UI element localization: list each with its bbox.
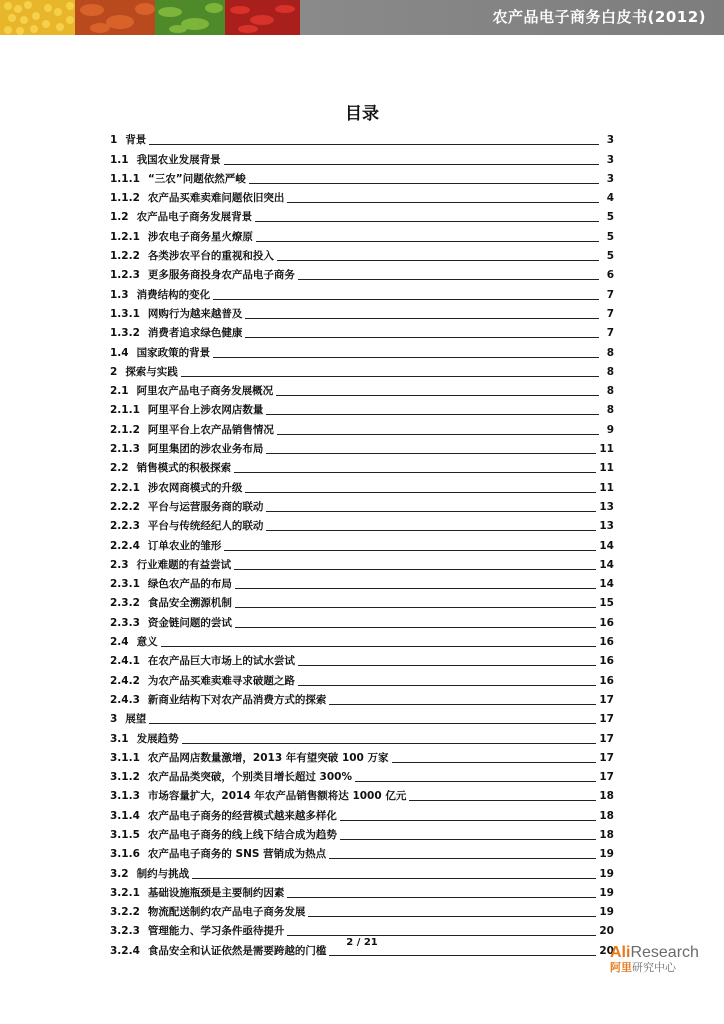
toc-entry-page: 16 <box>599 655 614 668</box>
toc-entry-number: 1.4 <box>110 346 129 359</box>
toc-leader-line <box>355 781 596 782</box>
toc-entry-title: 新商业结构下对农产品消费方式的探索 <box>147 693 327 706</box>
toc-entry-title: 各类涉农平台的重视和投入 <box>147 250 274 263</box>
toc-entry-page: 8 <box>606 385 614 398</box>
toc-entry-title: 我国农业发展背景 <box>136 153 221 166</box>
toc-entry-title: 涉农电子商务星火燎原 <box>147 230 253 243</box>
toc-entry-title: 农产品电子商务的经营模式越来越多样化 <box>147 809 337 822</box>
toc-leader-line <box>245 337 599 338</box>
toc-entry-number: 2.4.1 <box>110 655 140 668</box>
toc-entry[interactable] <box>110 803 614 822</box>
toc-entry-title: 阿里集团的涉农业务布局 <box>147 443 264 456</box>
toc-leader-line <box>256 241 599 242</box>
toc-entry-number: 2.3.3 <box>110 616 140 629</box>
toc-entry-page: 18 <box>599 790 614 803</box>
toc-entry[interactable] <box>110 379 614 398</box>
toc-entry-number: 2.3.2 <box>110 597 140 610</box>
toc-entry[interactable] <box>110 263 614 282</box>
toc-entry-number: 1.1.2 <box>110 192 140 205</box>
toc-entry[interactable] <box>110 842 614 861</box>
toc-entry-title: 探索与实践 <box>125 365 178 378</box>
toc-entry[interactable] <box>110 881 614 900</box>
toc-entry-title: 农产品品类突破，个别类目增长超过 300% <box>147 771 352 784</box>
toc-entry-page: 4 <box>606 192 614 205</box>
toc-entry[interactable] <box>110 456 614 475</box>
toc-leader-line <box>181 376 599 377</box>
toc-leader-line <box>235 607 596 608</box>
toc-entry[interactable] <box>110 495 614 514</box>
toc-entry-number: 3.1.3 <box>110 790 140 803</box>
toc-entry-number: 1.3.1 <box>110 307 140 320</box>
toc-entry[interactable] <box>110 861 614 880</box>
header-bar <box>0 0 724 35</box>
page-number: 2 / 21 <box>346 937 378 948</box>
toc-entry[interactable] <box>110 514 614 533</box>
toc-leader-line <box>298 279 599 280</box>
toc-entry-title: 资金链问题的尝试 <box>147 616 232 629</box>
toc-entry-title: 阿里平台上涉农网店数量 <box>147 404 264 417</box>
toc-entry-title: 网购行为越来越普及 <box>147 307 243 320</box>
toc-entry-page: 11 <box>599 443 614 456</box>
toc-entry-page: 7 <box>606 288 614 301</box>
toc-leader-line <box>277 434 599 435</box>
toc-leader-line <box>340 839 596 840</box>
toc-leader-line <box>149 723 596 724</box>
toc-entry-title: 意义 <box>136 636 158 649</box>
toc-entry-number: 2.4.2 <box>110 674 140 687</box>
toc-entry-number: 2.3 <box>110 558 129 571</box>
toc-entry-title: 平台与运营服务商的联动 <box>147 500 264 513</box>
toc-entry[interactable] <box>110 765 614 784</box>
toc-entry-number: 2.1.1 <box>110 404 140 417</box>
toc-entry[interactable] <box>110 128 614 147</box>
toc-entry-number: 1.1 <box>110 153 129 166</box>
table-of-contents <box>110 128 614 958</box>
toc-entry-number: 3.1.5 <box>110 828 140 841</box>
toc-leader-line <box>277 260 599 261</box>
toc-entry-title: 消费结构的变化 <box>136 288 211 301</box>
toc-entry-title: 行业难题的有益尝试 <box>136 558 232 571</box>
toc-entry[interactable] <box>110 398 614 417</box>
toc-entry[interactable] <box>110 553 614 572</box>
toc-entry[interactable] <box>110 610 614 629</box>
toc-entry-number: 2.2.1 <box>110 481 140 494</box>
toc-entry-title: 管理能力、学习条件亟待提升 <box>147 925 285 938</box>
toc-leader-line <box>266 453 596 454</box>
toc-entry-number: 3.2.2 <box>110 906 140 919</box>
toc-leader-line <box>224 550 596 551</box>
toc-entry-number: 2.3.1 <box>110 578 140 591</box>
toc-entry[interactable] <box>110 533 614 552</box>
toc-entry[interactable] <box>110 417 614 436</box>
toc-entry-number: 2 <box>110 365 118 378</box>
toc-entry-title: 销售模式的积极探索 <box>136 462 232 475</box>
toc-leader-line <box>192 878 596 879</box>
toc-entry-title: 国家政策的背景 <box>136 346 211 359</box>
toc-entry-number: 2.1.3 <box>110 443 140 456</box>
toc-entry-page: 7 <box>606 307 614 320</box>
toc-entry[interactable] <box>110 360 614 379</box>
toc-leader-line <box>308 916 596 917</box>
food-photo-strip <box>0 0 300 35</box>
toc-leader-line <box>234 472 596 473</box>
toc-entry-title: 农产品网店数量激增，2013 年有望突破 100 万家 <box>147 751 389 764</box>
toc-entry-page: 8 <box>606 365 614 378</box>
toc-leader-line <box>266 530 596 531</box>
toc-entry-number: 2.4.3 <box>110 693 140 706</box>
toc-leader-line <box>224 164 599 165</box>
toc-entry[interactable] <box>110 726 614 745</box>
toc-entry-title: “三农”问题依然严峻 <box>147 172 246 185</box>
toc-entry-page: 17 <box>599 693 614 706</box>
toc-entry-number: 3 <box>110 713 118 726</box>
logo-chinese-text-2: 研究中心 <box>632 961 676 974</box>
toc-entry[interactable] <box>110 900 614 919</box>
toc-entry-number: 1 <box>110 134 118 147</box>
document-header-title: 农产品电子商务白皮书(2012) <box>492 8 706 26</box>
toc-entry-number: 3.1.2 <box>110 771 140 784</box>
toc-entry-number: 2.2 <box>110 462 129 475</box>
toc-entry-title: 绿色农产品的布局 <box>147 578 232 591</box>
toc-entry-number: 1.2.1 <box>110 230 140 243</box>
toc-leader-line <box>298 685 596 686</box>
toc-leader-line <box>266 414 599 415</box>
toc-entry-page: 11 <box>599 481 614 494</box>
toc-entry-page: 14 <box>599 558 614 571</box>
toc-entry-page: 8 <box>606 404 614 417</box>
toc-entry-page: 17 <box>599 771 614 784</box>
toc-entry-page: 13 <box>599 500 614 513</box>
toc-entry[interactable] <box>110 784 614 803</box>
toc-entry-title: 消费者追求绿色健康 <box>147 327 243 340</box>
toc-entry-page: 6 <box>606 269 614 282</box>
toc-entry-number: 3.2.4 <box>110 944 140 957</box>
toc-entry-page: 17 <box>599 713 614 726</box>
toc-entry-page: 8 <box>606 346 614 359</box>
toc-entry-title: 发展趋势 <box>136 732 179 745</box>
toc-leader-line <box>245 492 596 493</box>
toc-leader-line <box>182 743 597 744</box>
toc-entry-number: 3.2 <box>110 867 129 880</box>
toc-leader-line <box>213 299 599 300</box>
toc-entry-title: 农产品电子商务的线上线下结合成为趋势 <box>147 828 337 841</box>
toc-entry-number: 3.1.4 <box>110 809 140 822</box>
toc-entry-number: 1.3 <box>110 288 129 301</box>
toc-leader-line <box>298 665 596 666</box>
toc-entry-page: 3 <box>606 172 614 185</box>
toc-entry-number: 1.2.2 <box>110 250 140 263</box>
toc-entry[interactable] <box>110 437 614 456</box>
toc-entry-page: 16 <box>599 636 614 649</box>
toc-entry-title: 更多服务商投身农产品电子商务 <box>147 269 295 282</box>
toc-leader-line <box>409 800 596 801</box>
toc-entry[interactable] <box>110 630 614 649</box>
toc-entry-title: 农产品买难卖难问题依旧突出 <box>147 192 285 205</box>
toc-leader-line <box>235 588 596 589</box>
toc-entry-title: 展望 <box>125 713 147 726</box>
toc-entry[interactable] <box>110 591 614 610</box>
toc-title: 目录 <box>345 104 379 124</box>
aliresearch-logo <box>610 944 720 974</box>
toc-entry-title: 市场容量扩大，2014 年农产品销售额将达 1000 亿元 <box>147 790 407 803</box>
toc-entry-title: 食品安全溯源机制 <box>147 597 232 610</box>
toc-entry[interactable] <box>110 321 614 340</box>
toc-entry-page: 9 <box>606 423 614 436</box>
toc-entry-page: 3 <box>606 153 614 166</box>
toc-leader-line <box>276 395 599 396</box>
toc-entry[interactable] <box>110 919 614 938</box>
toc-entry-title: 食品安全和认证依然是需要跨越的门槛 <box>147 944 327 957</box>
toc-entry-number: 1.1.1 <box>110 172 140 185</box>
toc-entry-title: 背景 <box>125 134 147 147</box>
toc-entry-page: 19 <box>599 848 614 861</box>
toc-entry-title: 阿里平台上农产品销售情况 <box>147 423 274 436</box>
toc-entry-number: 3.2.3 <box>110 925 140 938</box>
toc-entry-title: 基础设施瓶颈是主要制约因素 <box>147 886 285 899</box>
toc-entry[interactable] <box>110 167 614 186</box>
toc-entry-page: 20 <box>599 944 614 957</box>
toc-entry-page: 3 <box>606 134 614 147</box>
toc-entry[interactable] <box>110 688 614 707</box>
toc-entry[interactable] <box>110 475 614 494</box>
toc-entry[interactable] <box>110 302 614 321</box>
toc-entry-page: 11 <box>599 462 614 475</box>
toc-entry-title: 平台与传统经纪人的联动 <box>147 520 264 533</box>
toc-leader-line <box>266 511 596 512</box>
toc-leader-line <box>255 221 599 222</box>
toc-entry-number: 3.1.1 <box>110 751 140 764</box>
toc-leader-line <box>249 183 599 184</box>
toc-entry[interactable] <box>110 186 614 205</box>
toc-entry-number: 3.1.6 <box>110 848 140 861</box>
toc-entry-page: 5 <box>606 250 614 263</box>
toc-entry[interactable] <box>110 224 614 243</box>
toc-entry-number: 3.1 <box>110 732 129 745</box>
toc-leader-line <box>392 762 597 763</box>
toc-entry-page: 14 <box>599 539 614 552</box>
toc-leader-line <box>245 318 599 319</box>
toc-entry-page: 19 <box>599 867 614 880</box>
toc-entry-page: 7 <box>606 327 614 340</box>
toc-entry[interactable] <box>110 668 614 687</box>
toc-entry-page: 17 <box>599 732 614 745</box>
toc-entry-number: 2.1.2 <box>110 423 140 436</box>
toc-entry[interactable] <box>110 746 614 765</box>
toc-entry-page: 15 <box>599 597 614 610</box>
toc-entry[interactable] <box>110 244 614 263</box>
toc-leader-line <box>234 569 596 570</box>
toc-entry-number: 1.2.3 <box>110 269 140 282</box>
toc-leader-line <box>340 820 596 821</box>
toc-entry-page: 16 <box>599 616 614 629</box>
toc-entry-title: 农产品电子商务的 SNS 营销成为热点 <box>147 848 327 861</box>
toc-leader-line <box>329 955 596 956</box>
toc-entry-page: 17 <box>599 751 614 764</box>
toc-entry-number: 2.2.4 <box>110 539 140 552</box>
logo-chinese-text-1: 阿里 <box>610 961 632 974</box>
toc-entry[interactable] <box>110 707 614 726</box>
toc-entry-number: 2.4 <box>110 636 129 649</box>
toc-leader-line <box>235 627 596 628</box>
toc-entry-title: 物流配送制约农产品电子商务发展 <box>147 906 306 919</box>
toc-entry-page: 5 <box>606 211 614 224</box>
toc-entry[interactable] <box>110 282 614 301</box>
toc-entry[interactable] <box>110 340 614 359</box>
toc-entry[interactable] <box>110 823 614 842</box>
toc-entry-page: 5 <box>606 230 614 243</box>
toc-entry-title: 涉农网商模式的升级 <box>147 481 243 494</box>
toc-entry-page: 20 <box>599 925 614 938</box>
toc-entry-page: 19 <box>599 906 614 919</box>
toc-entry-page: 18 <box>599 809 614 822</box>
toc-entry-title: 农产品电子商务发展背景 <box>136 211 253 224</box>
toc-entry-page: 14 <box>599 578 614 591</box>
toc-entry-number: 1.3.2 <box>110 327 140 340</box>
toc-entry[interactable] <box>110 205 614 224</box>
toc-entry[interactable] <box>110 649 614 668</box>
toc-entry-title: 为农产品买难卖难寻求破题之路 <box>147 674 295 687</box>
toc-entry-page: 19 <box>599 886 614 899</box>
logo-ali-text: Ali <box>610 944 631 961</box>
logo-research-text: Research <box>630 944 699 961</box>
toc-entry-page: 13 <box>599 520 614 533</box>
toc-leader-line <box>287 897 596 898</box>
toc-entry-page: 18 <box>599 828 614 841</box>
toc-entry[interactable] <box>110 572 614 591</box>
toc-leader-line <box>149 144 599 145</box>
toc-entry-page: 16 <box>599 674 614 687</box>
toc-leader-line <box>287 202 599 203</box>
toc-entry[interactable] <box>110 147 614 166</box>
toc-leader-line <box>161 646 597 647</box>
toc-entry-number: 3.2.1 <box>110 886 140 899</box>
toc-entry-number: 2.2.3 <box>110 520 140 533</box>
toc-entry-title: 订单农业的雏形 <box>147 539 222 552</box>
toc-entry-number: 1.2 <box>110 211 129 224</box>
toc-entry-title: 在农产品巨大市场上的试水尝试 <box>147 655 295 668</box>
toc-leader-line <box>213 357 599 358</box>
toc-leader-line <box>329 858 596 859</box>
toc-entry-title: 阿里农产品电子商务发展概况 <box>136 385 274 398</box>
toc-entry-title: 制约与挑战 <box>136 867 190 880</box>
toc-entry-number: 2.1 <box>110 385 129 398</box>
toc-entry-number: 2.2.2 <box>110 500 140 513</box>
toc-leader-line <box>329 704 596 705</box>
